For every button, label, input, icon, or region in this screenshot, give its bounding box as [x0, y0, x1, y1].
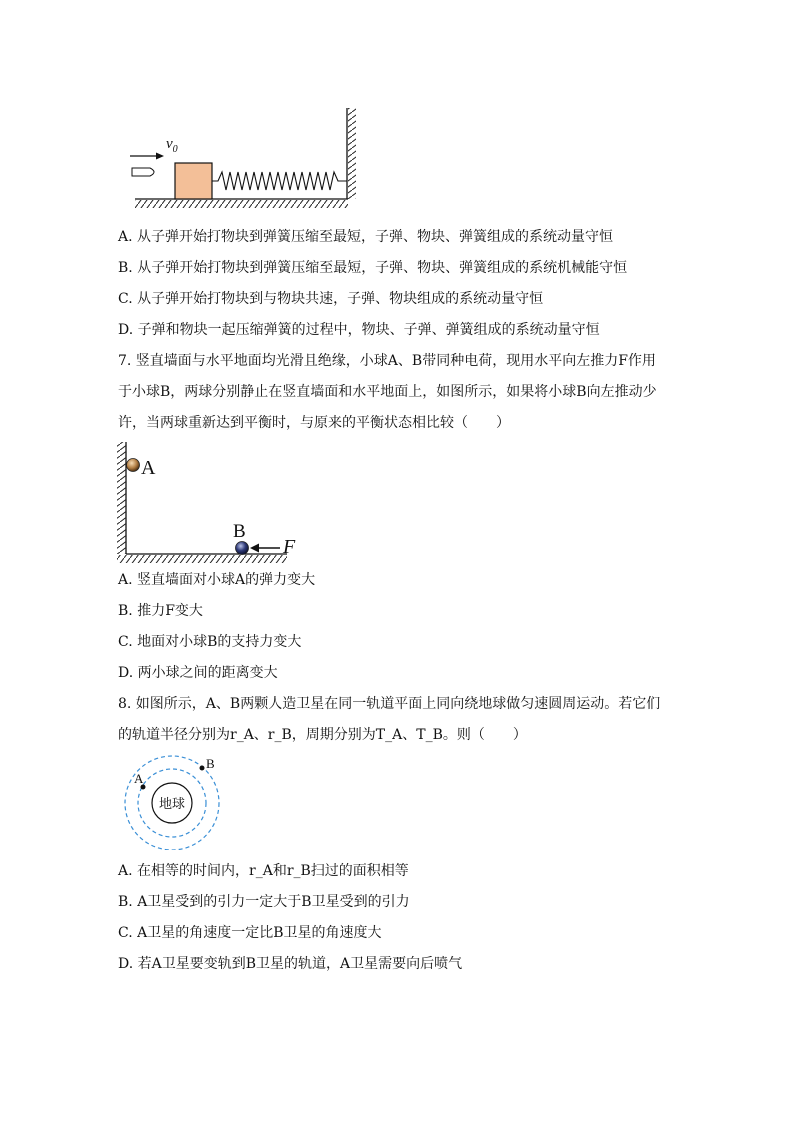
q6-option-a: A. 从子弹开始打物块到弹簧压缩至最短，子弹、物块、弹簧组成的系统动量守恒 [118, 229, 614, 245]
q6-option-c: C. 从子弹开始打物块到与物块共速，子弹、物块组成的系统动量守恒 [118, 291, 544, 307]
spring [212, 172, 347, 190]
satellite-orbit-figure [118, 755, 228, 850]
q7-stem-line1: 7. 竖直墙面与水平地面均光滑且绝缘，小球A、B带同种电荷，现用水平向左推力F作用 [118, 353, 656, 369]
ball-a [127, 459, 140, 472]
ball-b-label: B [233, 521, 246, 542]
q8-stem-line2: 的轨道半径分别为r_A、r_B，周期分别为T_A、T_B。则（ ） [118, 727, 527, 743]
q8-stem-line1: 8. 如图所示，A、B两颗人造卫星在同一轨道平面上同向绕地球做匀速圆周运动。若它们 [118, 696, 661, 712]
ball-a-label: A [141, 457, 156, 479]
satellite-b [200, 766, 205, 771]
q8-option-d: D. 若A卫星要变轨到B卫星的轨道，A卫星需要向后喷气 [118, 956, 463, 972]
q8-option-a: A. 在相等的时间内，r_A和r_B扫过的面积相等 [118, 863, 409, 879]
q6-option-d: D. 子弹和物块一起压缩弹簧的过程中，物块、子弹、弹簧组成的系统动量守恒 [118, 322, 600, 338]
q8-option-b: B. A卫星受到的引力一定大于B卫星受到的引力 [118, 894, 410, 910]
q7-stem-line3: 许，当两球重新达到平衡时，与原来的平衡状态相比较（ ） [118, 415, 510, 431]
v0-label: $v_0$ [166, 136, 178, 155]
q8-option-c: C. A卫星的角速度一定比B卫星的角速度大 [118, 925, 382, 941]
q7-option-d: D. 两小球之间的距离变大 [118, 665, 278, 681]
q6-option-b: B. 从子弹开始打物块到弹簧压缩至最短，子弹、物块、弹簧组成的系统机械能守恒 [118, 260, 628, 276]
q7-stem-line2: 于小球B，两球分别静止在竖直墙面和水平地面上，如图所示，如果将小球B向左推动少 [118, 384, 657, 400]
ball-b [236, 542, 249, 555]
satellite-a-label: A [134, 771, 144, 786]
earth-label: 地球 [158, 796, 186, 811]
q7-option-b: B. 推力F变大 [118, 603, 203, 619]
bullet [132, 168, 154, 176]
satellite-b-label: B [206, 756, 215, 771]
block [175, 163, 212, 199]
wall-ball-figure [112, 438, 312, 566]
force-label: F [283, 536, 296, 558]
q7-option-c: C. 地面对小球B的支持力变大 [118, 634, 302, 650]
bullet-block-spring-figure [120, 100, 370, 215]
q7-option-a: A. 竖直墙面对小球A的弹力变大 [118, 572, 316, 588]
